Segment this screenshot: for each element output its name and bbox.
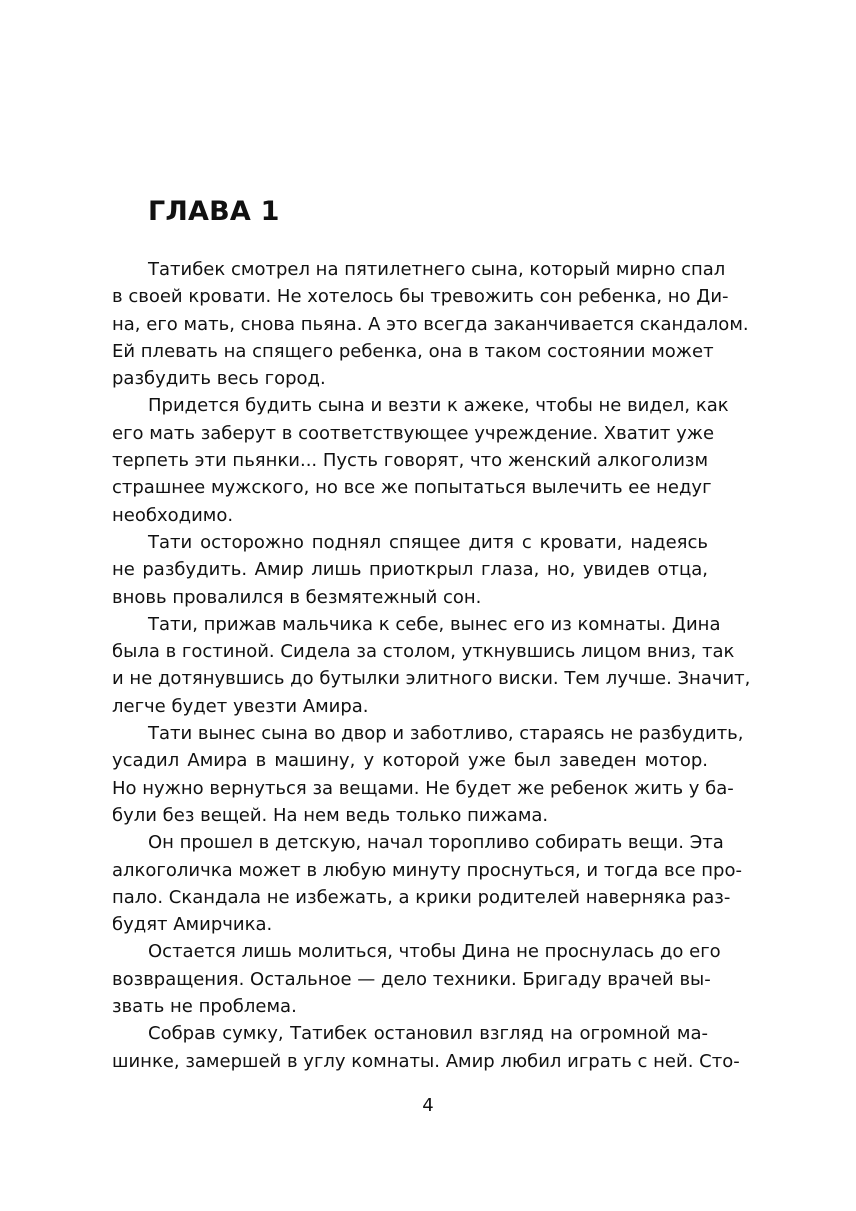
text-line: не разбудить. Амир лишь приоткрыл глаза, но, увидев отца, (112, 559, 708, 581)
text-line: была в гостиной. Сидела за столом, уткнувшись лицом вниз, так (112, 641, 735, 663)
text-line: вновь провалился в безмятежный сон. (112, 586, 482, 608)
text-line: звать не проблема. (112, 996, 297, 1018)
text-line: усадил Амира в машину, у которой уже был заведен мотор. (112, 750, 708, 772)
text-line: Собрав сумку, Татибек остановил взгляд на огромной ма- (148, 1023, 708, 1045)
text-line: легче будет увезти Амира. (112, 695, 369, 717)
paragraph (112, 720, 744, 829)
text-line: були без вещей. На нем ведь только пижама. (112, 804, 549, 826)
text-line: будят Амирчика. (112, 914, 273, 936)
body-text (112, 256, 751, 1075)
text-line: необходимо. (112, 504, 234, 526)
text-line: Но нужно вернуться за вещами. Не будет же ребенок жить у ба- (112, 777, 734, 799)
text-line: страшнее мужского, но все же попытаться вылечить ее недуг (112, 477, 712, 499)
text-line: Тати, прижав мальчика к себе, вынес его из комнаты. Дина (148, 613, 721, 635)
text-line: разбудить весь город. (112, 368, 326, 390)
text-line: Тати вынес сына во двор и заботливо, стараясь не разбудить, (148, 723, 744, 745)
text-line: в своей кровати. Не хотелось бы тревожить сон ребенка, но Ди- (112, 286, 729, 308)
paragraph (112, 392, 729, 528)
paragraph (112, 829, 742, 938)
text-line: и не дотянувшись до бутылки элитного виски. Тем лучше. Значит, (112, 668, 751, 690)
text-line: Тати осторожно поднял спящее дитя с кровати, надеясь (148, 531, 708, 553)
text-line: на, его мать, снова пьяна. А это всегда заканчивается скандалом. (112, 313, 749, 335)
paragraph (112, 256, 749, 392)
paragraph (112, 529, 708, 611)
text-line: шинке, замершей в углу комнаты. Амир любил играть с ней. Сто- (112, 1050, 740, 1072)
text-line: пало. Скандала не избежать, а крики родителей наверняка раз- (112, 886, 731, 908)
page-number: 4 (422, 1095, 434, 1116)
text-line: Татибек смотрел на пятилетнего сына, который мирно спал (148, 259, 726, 280)
paragraph (112, 1020, 740, 1075)
chapter-title: ГЛАВА 1 (148, 196, 280, 227)
text-line: его мать заберут в соответствующее учреждение. Хватит уже (112, 422, 715, 444)
text-line: Остается лишь молиться, чтобы Дина не проснулась до его (148, 941, 721, 963)
paragraph (112, 611, 751, 720)
text-line: терпеть эти пьянки... Пусть говорят, что женский алкоголизм (112, 450, 709, 472)
text-line: возвращения. Остальное — дело техники. Бригаду врачей вы- (112, 968, 711, 990)
text-line: Придется будить сына и везти к ажеке, чтобы не видел, как (148, 395, 729, 417)
text-line: алкоголичка может в любую минуту проснуться, и тогда все про- (112, 859, 742, 881)
text-line: Ей плевать на спящего ребенка, она в таком состоянии может (112, 340, 714, 362)
text-line: Он прошел в детскую, начал торопливо собирать вещи. Эта (148, 832, 724, 854)
paragraph (112, 938, 721, 1020)
